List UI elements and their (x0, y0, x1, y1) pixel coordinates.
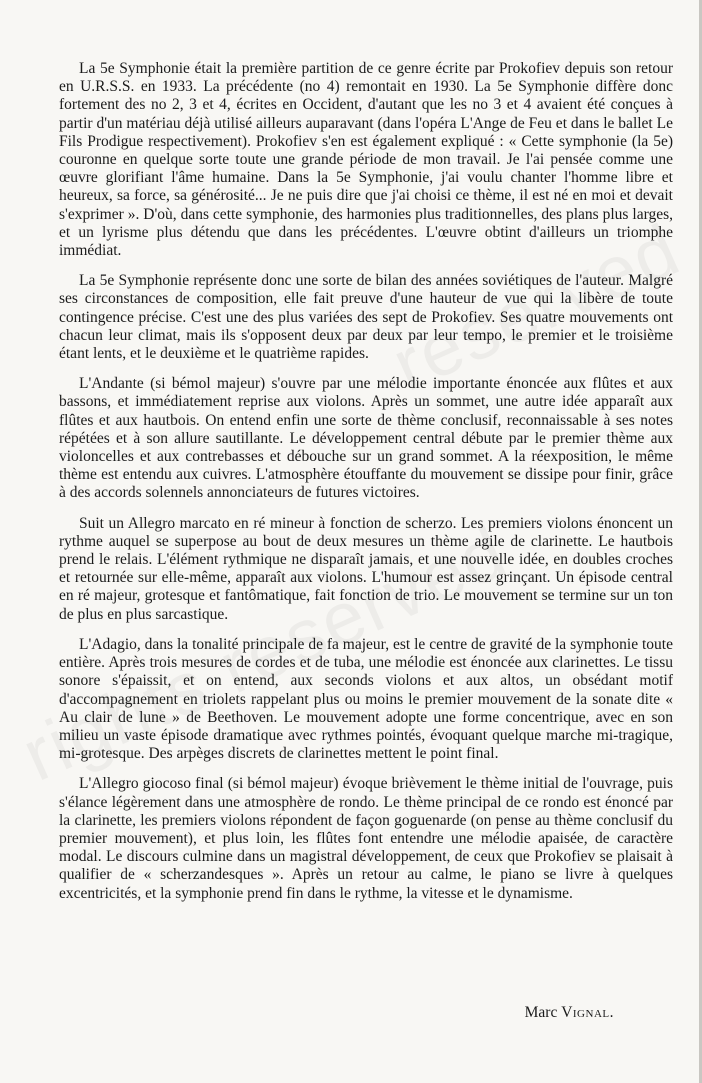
paragraph-1: La 5e Symphonie était la première partition de ce genre écrite par Prokofiev depuis son retour en U.R.S.S. en 1933. La précédente (no 4) remontait en 1930. La 5e Symphonie diffère donc fortement des no 2, 3 et 4, écrites en Occident, d'autant que les no 3 et 4 avaient été conçues à partir d'un matériau déjà utilisé ailleurs auparavant (dans l'opéra L'Ange de Feu et dans le ballet Le Fils Prodigue respectivement). Prokofiev s'en est également expliqué : « Cette symphonie (la 5e) couronne en quelque sorte toute une grande période de mon travail. Je l'ai pensée comme une œuvre glorifiant l'âme humaine. Dans la 5e Symphonie, j'ai voulu chanter l'homme libre et heureux, sa force, sa générosité... Je ne puis dire que j'ai choisi ce thème, il est né en moi et devait s'exprimer ». D'où, dans cette symphonie, des harmonies plus traditionnelles, des plans plus larges, et un lyrisme plus détendu que dans les précédentes. L'œuvre obtint d'ailleurs un triomphe immédiat. (59, 60, 673, 260)
author-first-name: Marc (524, 1004, 558, 1021)
paragraph-4: Suit un Allegro marcato en ré mineur à fonction de scherzo. Les premiers violons énoncent un rythme auquel se superpose au bout de deux mesures un thème agile de clarinette. Le hautbois prend le relais. L'élément rythmique ne disparaît jamais, et une nouvelle idée, en doubles croches et retournée sur elle-même, apparaît aux violons. L'humour est assez grinçant. Un épisode central en ré majeur, grotesque et fantômatique, fait fonction de trio. Le mouvement se termine sur un ton de plus en plus sarcastique. (59, 514, 673, 623)
paragraph-3: L'Andante (si bémol majeur) s'ouvre par une mélodie importante énoncée aux flûtes et aux bassons, et immédiatement reprise aux violons. Après un sommet, une autre idée apparaît aux flûtes et aux hautbois. On entend enfin une sorte de thème conclusif, reconnaissable à ses notes répétées et à son allure sautillante. Le développement central débute par le premier thème aux violoncelles et aux contrebasses et débouche sur un grand sommet. A la réexposition, le même thème est entendu aux cuivres. L'atmosphère étouffante du mouvement se dissipe pour finir, grâce à des accords solennels annonciateurs de futures victoires. (59, 375, 673, 502)
paragraph-5: L'Adagio, dans la tonalité principale de fa majeur, est le centre de gravité de la symphonie toute entière. Après trois mesures de cordes et de tuba, une mélodie est énoncée aux clarinettes. Le tissu sonore s'épaissit, et on entend, aux seconds violons et aux altos, un obsédant motif d'accompagnement en triolets rappelant plus ou moins le premier mouvement de la sonate dite « Au clair de lune » de Beethoven. Le mouvement adopte une forme concentrique, avec en son milieu un vaste épisode dramatique avec rythmes pointés, évoquant quelque marche mi-tragique, mi-grotesque. Des arpèges discrets de clarinettes mettent le point final. (59, 635, 673, 763)
author-last-name: Vignal. (561, 1004, 614, 1021)
article-body (59, 60, 673, 915)
paragraph-2: La 5e Symphonie représente donc une sorte de bilan des années soviétiques de l'auteur. Malgré ses circonstances de composition, elle fait preuve d'une hauteur de vue qui la libère de toute contingence précise. C'est une des plus variées des sept de Prokofiev. Ses quatre mouvements ont chacun leur climat, mais ils s'opposent deux par deux par leur tempo, le premier et le troisième étant lents, et le deuxième et le quatrième rapides. (59, 272, 673, 363)
author-signature (525, 1004, 614, 1022)
paragraph-6: L'Allegro giocoso final (si bémol majeur) évoque brièvement le thème initial de l'ouvrage, puis s'élance légèrement dans une atmosphère de rondo. Le thème principal de ce rondo est énoncé par la clarinette, les premiers violons répondent de façon goguenarde (on pense au thème conclusif du premier mouvement), et plus loin, les flûtes font entendre une mélodie apaisée, de caractère modal. Le discours culmine dans un magistral développement, de ceux que Prokofiev se plaisait à qualifier de « scherzandesques ». Après un retour au calme, le piano se livre à quelques excentricités, et la symphonie prend fin dans le rythme, la vitesse et le dynamisme. (59, 775, 673, 902)
